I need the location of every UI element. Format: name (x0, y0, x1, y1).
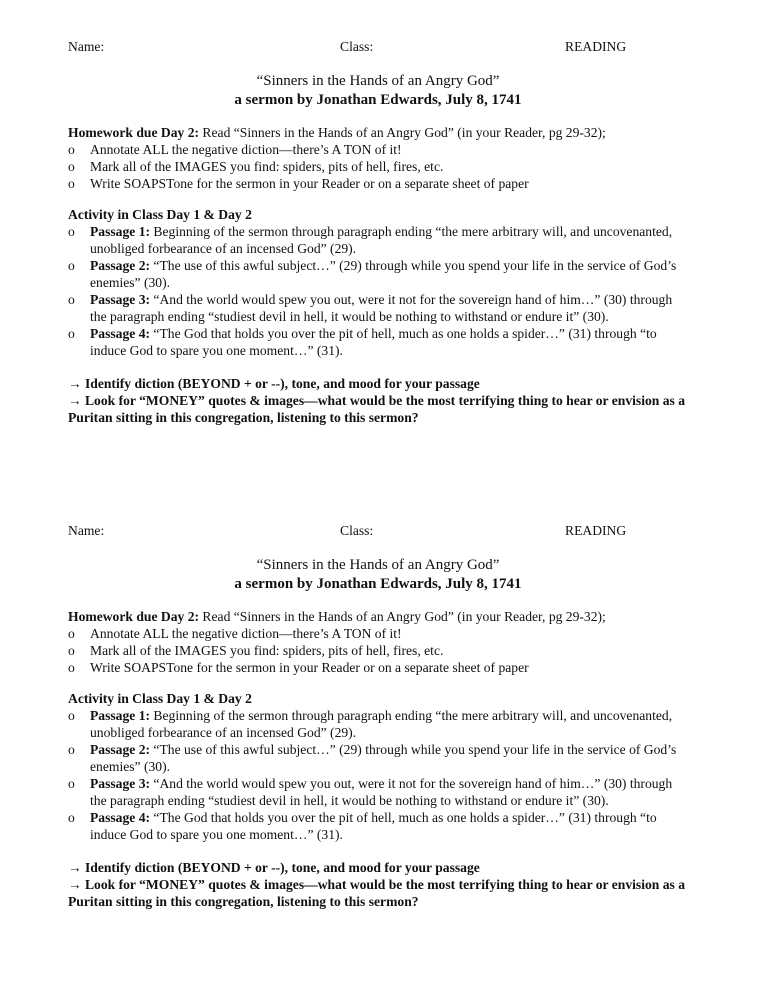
document-title: “Sinners in the Hands of an Angry God” (256, 557, 500, 573)
passage-label: Passage 3: (90, 292, 151, 307)
passage-text: “And the world would spew you out, were it not for the sovereign hand of him…” (30) through the paragraph ending “studiest devil in hell, it would be nothing to withstand or endure it” (30). (90, 292, 673, 324)
homework-intro (68, 124, 688, 141)
homework-intro (68, 608, 688, 625)
homework-intro-text: Read “Sinners in the Hands of an Angry God” (in your Reader, pg 29-32); (199, 609, 606, 624)
list-item (68, 775, 688, 809)
bullet-marker: o (68, 626, 75, 641)
passage-label: Passage 1: (90, 708, 151, 723)
passage-label: Passage 2: (90, 742, 151, 757)
subject-label: READING (565, 523, 627, 538)
passage-text: “The God that holds you over the pit of hell, much as one holds a spider…” (31) through “to induce God to spare you one moment…” (31). (90, 326, 657, 358)
bullet-marker: o (68, 224, 75, 239)
passage-text: “The use of this awful subject…” (29) through while you spend your life in the service of God’s enemies” (30). (90, 258, 677, 290)
list-item (68, 291, 688, 325)
homework-heading: Homework due Day 2: (68, 125, 200, 140)
passage-text: Beginning of the sermon through paragraph ending “the mere arbitrary will, and uncovenanted, unobliged forbearance of an incensed God” (29). (90, 224, 673, 256)
list-item (68, 707, 688, 741)
arrow-icon: → (68, 393, 82, 408)
handout-header (68, 38, 688, 55)
passage-label: Passage 4: (90, 326, 151, 341)
document-subtitle: a sermon by Jonathan Edwards, July 8, 1741 (234, 576, 522, 592)
passage-text: Beginning of the sermon through paragraph ending “the mere arbitrary will, and uncovenanted, unobliged forbearance of an incensed God” (29). (90, 708, 673, 740)
list-item (68, 625, 688, 642)
name-label: Name: (68, 523, 105, 538)
arrow-icon: → (68, 877, 82, 892)
list-item (68, 175, 688, 192)
bullet-marker: o (68, 776, 75, 791)
document-title: “Sinners in the Hands of an Angry God” (256, 73, 500, 89)
list-item (68, 809, 688, 843)
handout-copy-2 (68, 522, 688, 910)
bullet-marker: o (68, 708, 75, 723)
passage-label: Passage 2: (90, 258, 151, 273)
bullet-marker: o (68, 742, 75, 757)
bullet-marker: o (68, 660, 75, 675)
list-item (68, 257, 688, 291)
instruction-text: Identify diction (BEYOND + or --), tone, and mood for your passage (81, 860, 480, 875)
homework-section (68, 608, 688, 676)
bullet-marker: o (68, 810, 75, 825)
homework-item-text: Write SOAPSTone for the sermon in your Reader or on a separate sheet of paper (90, 176, 529, 191)
list-item (68, 642, 688, 659)
passage-text: “The use of this awful subject…” (29) through while you spend your life in the service of God’s enemies” (30). (90, 742, 677, 774)
instruction-line (68, 859, 688, 876)
subject-label: READING (565, 39, 627, 54)
homework-item-text: Write SOAPSTone for the sermon in your Reader or on a separate sheet of paper (90, 660, 529, 675)
passage-label: Passage 1: (90, 224, 151, 239)
instruction-text: Look for “MONEY” quotes & images—what would be the most terrifying thing to hear or envision as a Puritan sitting in this congregation, listening to this sermon? (68, 877, 686, 909)
arrow-icon: → (68, 376, 82, 391)
bullet-marker: o (68, 292, 75, 307)
homework-section (68, 124, 688, 192)
homework-item-text: Mark all of the IMAGES you find: spiders, pits of hell, fires, etc. (90, 159, 444, 174)
list-item (68, 158, 688, 175)
list-item (68, 741, 688, 775)
homework-intro-text: Read “Sinners in the Hands of an Angry God” (in your Reader, pg 29-32); (199, 125, 606, 140)
homework-item-text: Mark all of the IMAGES you find: spiders, pits of hell, fires, etc. (90, 643, 444, 658)
arrow-icon: → (68, 860, 82, 875)
list-item (68, 223, 688, 257)
bullet-marker: o (68, 643, 75, 658)
instruction-text: Look for “MONEY” quotes & images—what would be the most terrifying thing to hear or envision as a Puritan sitting in this congregation, listening to this sermon? (68, 393, 686, 425)
passage-text: “The God that holds you over the pit of hell, much as one holds a spider…” (31) through “to induce God to spare you one moment…” (31). (90, 810, 657, 842)
list-item (68, 659, 688, 676)
passage-list (68, 707, 688, 843)
list-item (68, 141, 688, 158)
bullet-marker: o (68, 159, 75, 174)
instruction-text: Identify diction (BEYOND + or --), tone, and mood for your passage (81, 376, 480, 391)
handout-copy-1 (68, 38, 688, 426)
passage-list (68, 223, 688, 359)
passage-label: Passage 4: (90, 810, 151, 825)
instructions (68, 375, 688, 426)
list-item (68, 325, 688, 359)
class-label: Class: (340, 39, 374, 54)
homework-heading: Homework due Day 2: (68, 609, 200, 624)
bullet-marker: o (68, 142, 75, 157)
instruction-line (68, 876, 688, 910)
instruction-line (68, 392, 688, 426)
activity-heading: Activity in Class Day 1 & Day 2 (68, 207, 252, 222)
class-label: Class: (340, 523, 374, 538)
activity-section (68, 690, 688, 843)
activity-heading: Activity in Class Day 1 & Day 2 (68, 691, 252, 706)
bullet-marker: o (68, 258, 75, 273)
instruction-line (68, 375, 688, 392)
instructions (68, 859, 688, 910)
homework-list (68, 625, 688, 676)
homework-list (68, 141, 688, 192)
passage-text: “And the world would spew you out, were it not for the sovereign hand of him…” (30) through the paragraph ending “studiest devil in hell, it would be nothing to withstand or endure it” (30). (90, 776, 673, 808)
bullet-marker: o (68, 326, 75, 341)
homework-item-text: Annotate ALL the negative diction—there’s A TON of it! (90, 142, 402, 157)
name-label: Name: (68, 39, 105, 54)
handout-header (68, 522, 688, 539)
document-subtitle: a sermon by Jonathan Edwards, July 8, 1741 (234, 92, 522, 108)
activity-section (68, 206, 688, 359)
passage-label: Passage 3: (90, 776, 151, 791)
homework-item-text: Annotate ALL the negative diction—there’s A TON of it! (90, 626, 402, 641)
bullet-marker: o (68, 176, 75, 191)
